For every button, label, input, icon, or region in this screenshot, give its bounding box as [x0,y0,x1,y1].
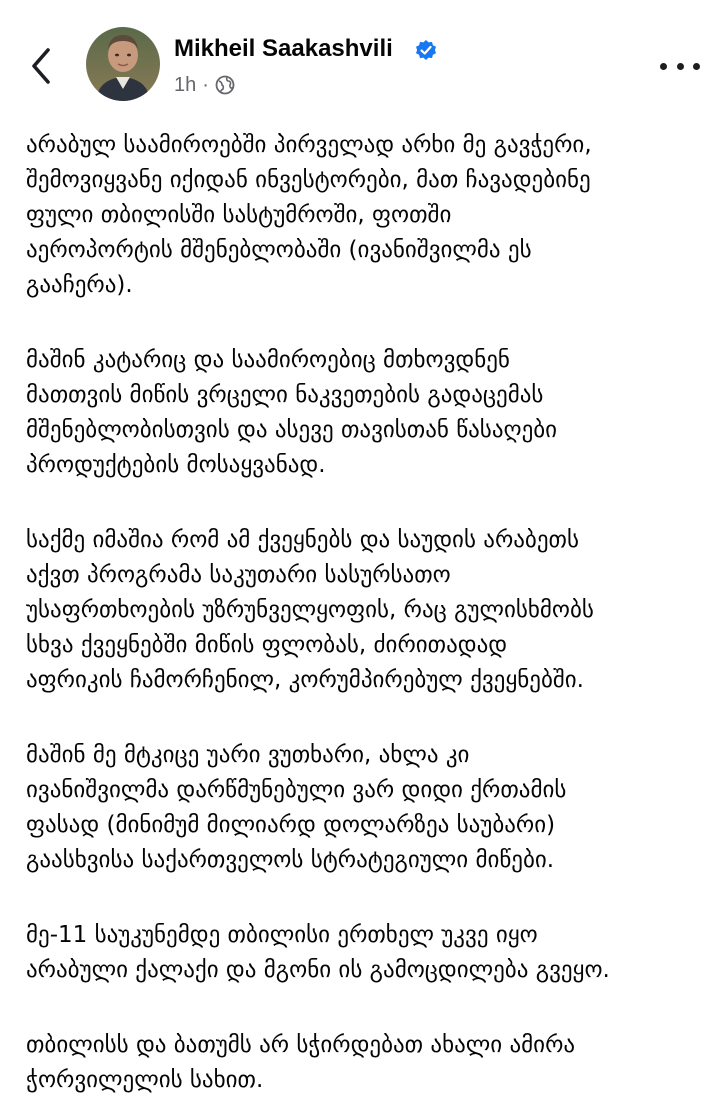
post-meta [174,72,235,98]
post-paragraph-2: მაშინ კატარიც და საამიროებიც მთხოვდნენ მათთვის მიწის ვრცელი ნაკვეთების გადაცემას მშენებლობისთვის და ასევე თავისთან წასაღები პროდუქტების მოსაყვანად. [26,347,558,478]
post-text [26,128,706,1098]
chevron-left-icon [30,46,54,86]
post-paragraph-1: არაბულ საამიროებში პირველად არხი მე გავჭერი, შემოვიყვანე იქიდან ინვესტორები, მათ ჩავადებინე ფული თბილისში სასტუმროში, ფოთში აეროპორტის მშენებლობაში (ივანიშვილმა ეს გააჩერა). [26,132,592,298]
author-name[interactable]: Mikheil Saakashvili [174,35,393,62]
post-paragraph-3: საქმე იმაშია რომ ამ ქვეყნებს და საუდის არაბეთს აქვთ პროგრამა საკუთარი სასურსათო უსაფრთხოების უზრუნველყოფის, რაც გულისხმობს სხვა ქვეყნებში მიწის ფლობას, ძირითადად აფრიკის ჩამორჩენილ, კორუმპირებულ ქვეყნებში. [26,527,594,693]
back-button[interactable] [22,42,62,90]
verified-badge-icon [414,38,438,62]
post-paragraph-5: მე-11 საუკუნემდე თბილისი ერთხელ უკვე იყო არაბული ქალაქი და მგონი ის გამოცდილება გვეყო. [26,922,610,983]
avatar-image [86,27,160,101]
more-dot [693,63,700,70]
post-paragraph-4: მაშინ მე მტკიცე უარი ვუთხარი, ახლა კი ივანიშვილმა დარწმუნებული ვარ დიდი ქრთამის ფასად (მინიმუმ მილიარდ დოლარზეა საუბარი) გაასხვისა საქართველოს სტრატეგიული მიწები. [26,742,567,873]
more-options-button[interactable] [660,56,700,76]
avatar[interactable] [86,27,160,101]
post-header [0,0,721,110]
meta-separator: · [202,73,209,96]
more-dot [677,63,684,70]
globe-icon[interactable] [215,75,235,95]
post-time[interactable]: 1h [174,73,197,96]
post-paragraph-6: თბილისს და ბათუმს არ სჭირდებათ ახალი ამირა ჭორვილელის სახით. [26,1032,576,1093]
more-dot [660,63,667,70]
